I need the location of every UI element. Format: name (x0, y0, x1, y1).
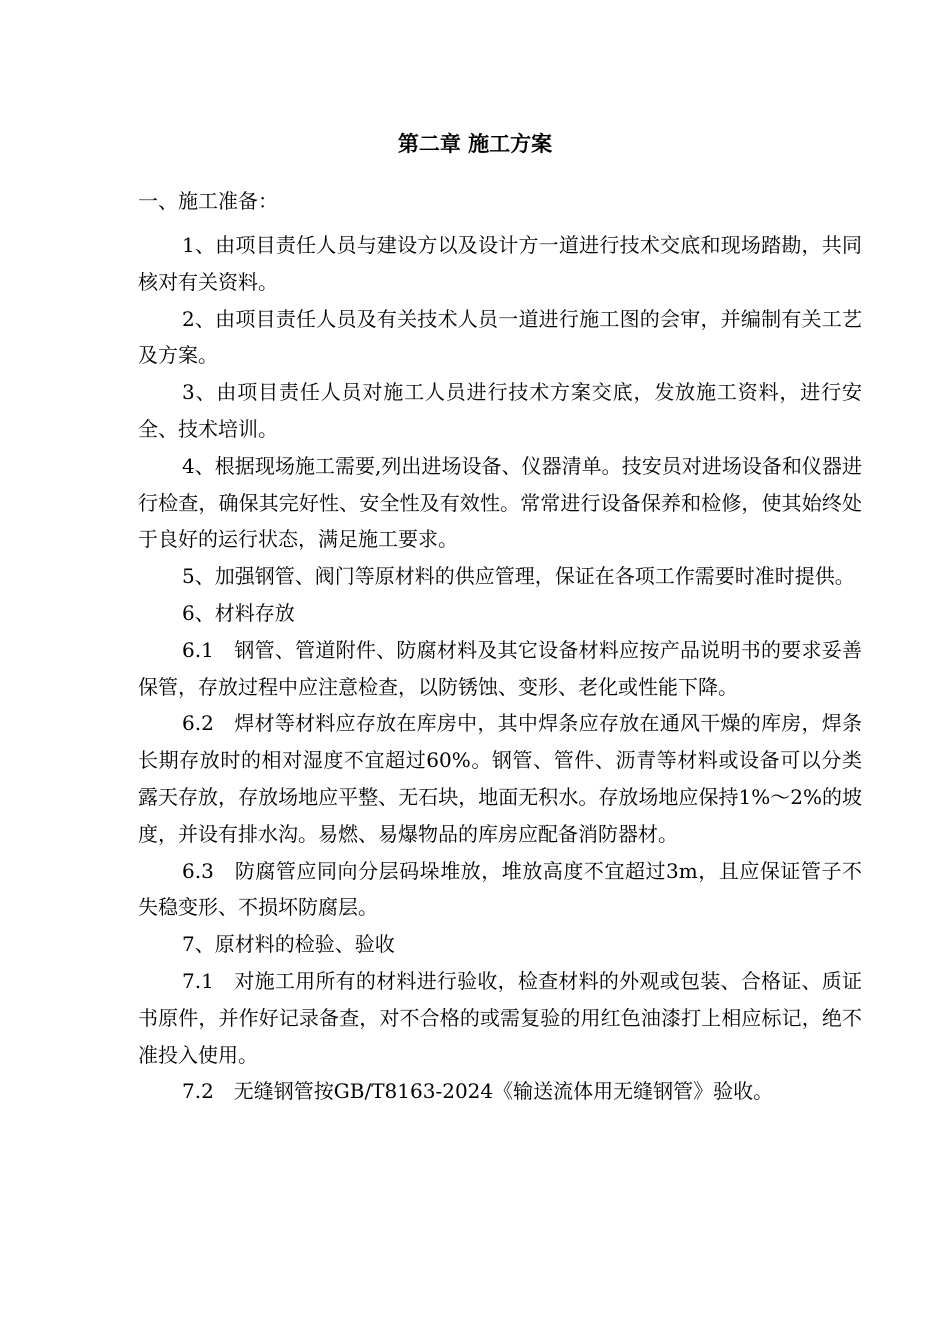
paragraph-2: 2、由项目责任人员及有关技术人员一道进行施工图的会审，并编制有关工艺及方案。 (138, 306, 862, 368)
paragraph-4: 4、根据现场施工需要,列出进场设备、仪器清单。技安员对进场设备和仪器进行检查，确保其完好性、安全性及有效性。常常进行设备保养和检修，使其始终处于良好的运行状态，满足施工要求。 (138, 453, 862, 552)
paragraph-6-1: 6.1 钢管、管道附件、防腐材料及其它设备材料应按产品说明书的要求妥善保管，存放过程中应注意检查，以防锈蚀、变形、老化或性能下降。 (138, 637, 862, 699)
paragraph-7: 7、原材料的检验、验收 (182, 932, 395, 957)
section-heading: 一、施工准备： (138, 189, 278, 213)
paragraph-6-2: 6.2 焊材等材料应存放在库房中，其中焊条应存放在通风干燥的库房，焊条长期存放时的相对湿度不宜超过60%。钢管、管件、沥青等材料或设备可以分类露天存放，存放场地应平整、无石块，地面无积水。存放场地应保持1%～2%的坡度，并设有排水沟。易燃、易爆物品的库房应配备消防器材。 (138, 711, 862, 846)
chapter-title: 第二章 施工方案 (397, 132, 553, 156)
paragraph-6: 6、材料存放 (182, 600, 295, 625)
paragraph-1: 1、由项目责任人员与建设方以及设计方一道进行技术交底和现场踏勘，共同核对有关资料。 (138, 233, 862, 294)
document-body (138, 227, 862, 1110)
paragraph-5: 5、加强钢管、阀门等原材料的供应管理，保证在各项工作需要时准时提供。 (182, 564, 855, 589)
paragraph-6-3: 6.3 防腐管应同向分层码垛堆放，堆放高度不宜超过3m，且应保证管子不失稳变形、不损坏防腐层。 (138, 858, 862, 920)
paragraph-7-2: 7.2 无缝钢管按GB/T8163-2024《输送流体用无缝钢管》验收。 (182, 1079, 774, 1104)
paragraph-7-1: 7.1 对施工用所有的材料进行验收，检查材料的外观或包装、合格证、质证书原件，并作好记录备查，对不合格的或需复验的用红色油漆打上相应标记，绝不准投入使用。 (138, 968, 862, 1067)
paragraph-3: 3、由项目责任人员对施工人员进行技术方案交底，发放施工资料，进行安全、技术培训。 (138, 380, 862, 441)
